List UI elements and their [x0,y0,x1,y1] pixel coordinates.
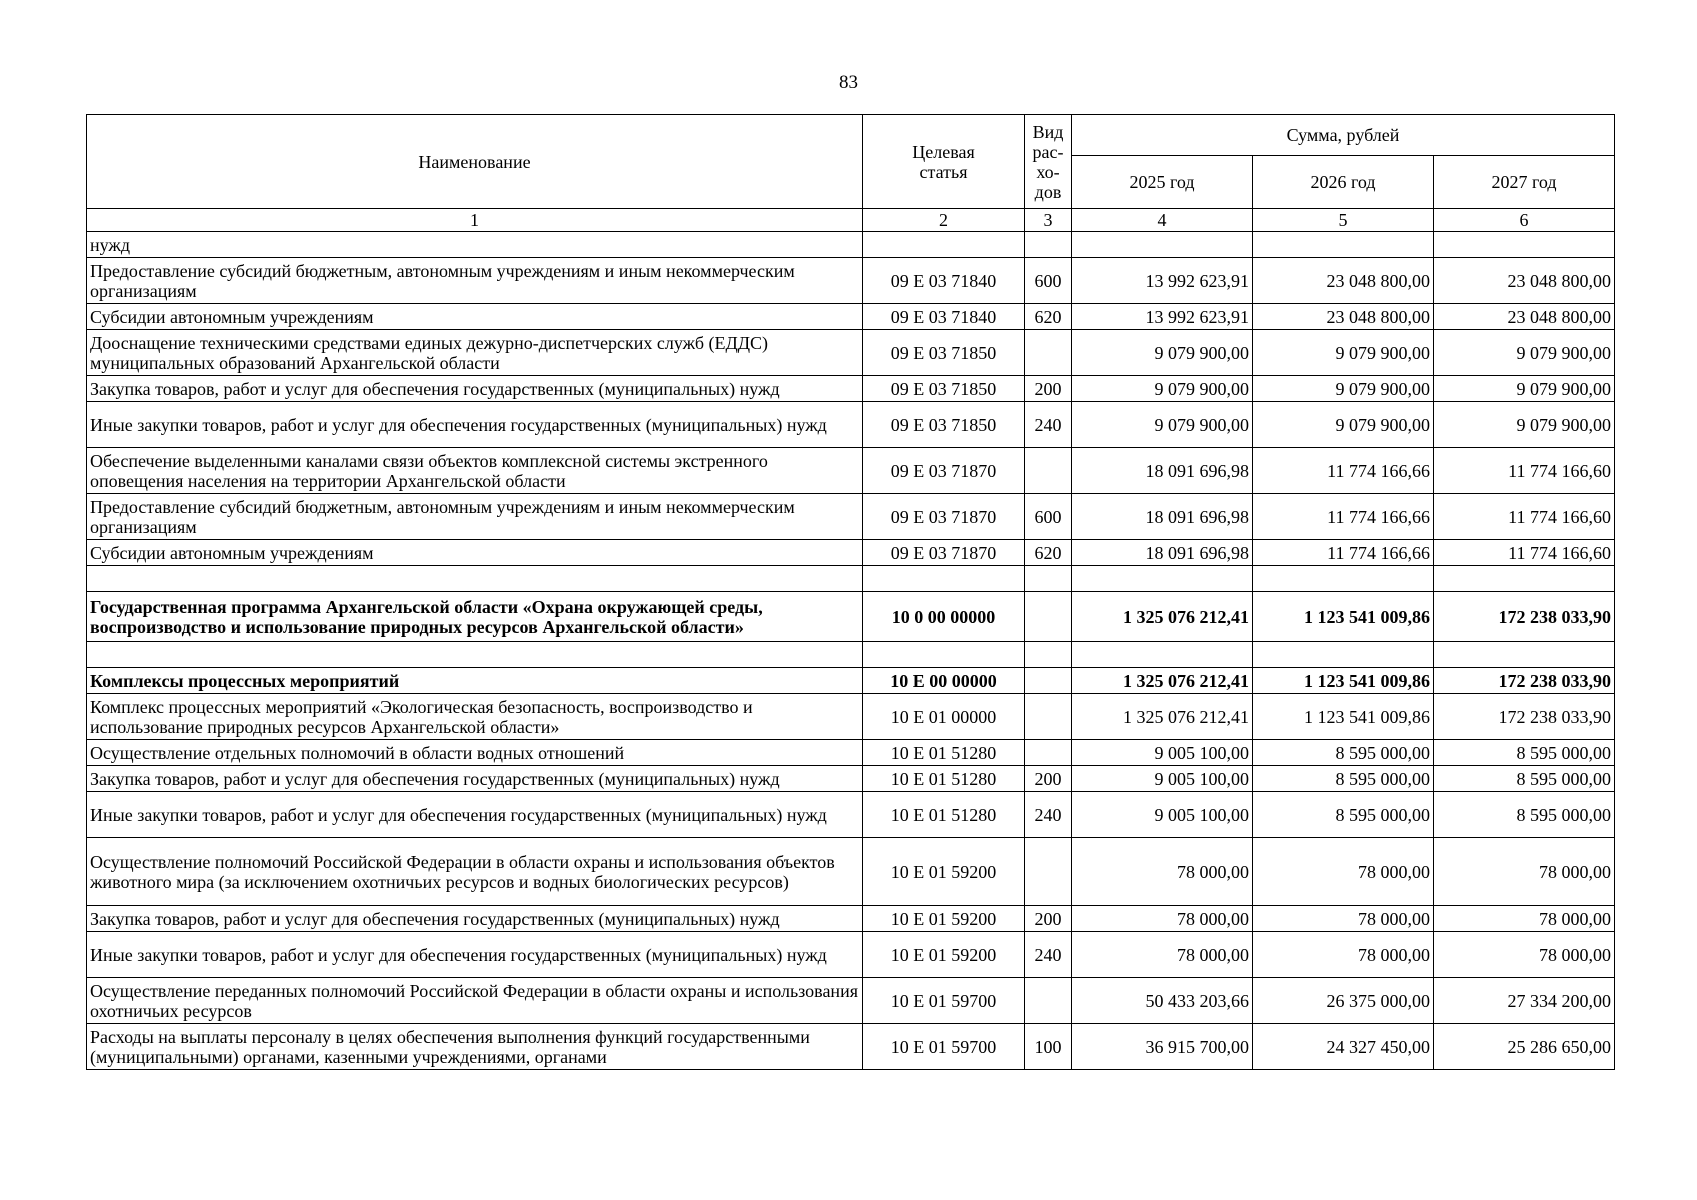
row-expense-kind [1025,232,1072,258]
table-row [87,1024,1615,1070]
row-sum-2026: 8 595 000,00 [1253,740,1434,766]
row-name [87,642,863,668]
row-target-article: 10 E 01 51280 [863,766,1025,792]
row-name: Субсидии автономным учреждениям [87,304,863,330]
row-name: Предоставление субсидий бюджетным, автономным учреждениям и иным некоммерческим организациям [87,258,863,304]
row-sum-2027: 9 079 900,00 [1434,330,1615,376]
row-name [87,566,863,592]
table-row [87,642,1615,668]
row-sum-2027: 78 000,00 [1434,932,1615,978]
table-row [87,566,1615,592]
table-row [87,232,1615,258]
row-expense-kind [1025,566,1072,592]
row-name: Предоставление субсидий бюджетным, автономным учреждениям и иным некоммерческим организациям [87,494,863,540]
row-sum-2026: 23 048 800,00 [1253,304,1434,330]
row-expense-kind [1025,330,1072,376]
row-target-article: 10 E 01 59200 [863,906,1025,932]
header-kind-line2: рас- [1032,141,1064,162]
header-expense-kind [1025,115,1072,209]
row-expense-kind [1025,448,1072,494]
row-sum-2027: 23 048 800,00 [1434,258,1615,304]
column-number-row [87,209,1615,232]
row-sum-2026: 9 079 900,00 [1253,330,1434,376]
row-name: Дооснащение техническими средствами единых дежурно-диспетчерских служб (ЕДДС) муниципальных образований Архангельской области [87,330,863,376]
row-sum-2025: 1 325 076 212,41 [1072,592,1253,642]
table-row [87,906,1615,932]
row-sum-2026: 23 048 800,00 [1253,258,1434,304]
table-row [87,330,1615,376]
row-expense-kind [1025,668,1072,694]
row-name: Субсидии автономным учреждениям [87,540,863,566]
row-sum-2026 [1253,642,1434,668]
row-sum-2027: 11 774 166,60 [1434,540,1615,566]
row-sum-2026: 8 595 000,00 [1253,792,1434,838]
page-number: 83 [839,72,858,93]
header-target-article [863,115,1025,209]
row-name: Иные закупки товаров, работ и услуг для обеспечения государственных (муниципальных) нужд [87,402,863,448]
row-target-article: 09 E 03 71850 [863,330,1025,376]
row-target-article [863,566,1025,592]
row-expense-kind: 200 [1025,906,1072,932]
column-number: 3 [1025,209,1072,232]
header-code-line1: Целевая [912,141,975,162]
table-row [87,932,1615,978]
table-row [87,592,1615,642]
row-sum-2025: 13 992 623,91 [1072,304,1253,330]
table-row [87,376,1615,402]
row-sum-2025: 78 000,00 [1072,838,1253,906]
row-name: Осуществление полномочий Российской Федерации в области охраны и использования объектов животного мира (за исключением охотничьих ресурсов и водных биологических ресурсов) [87,838,863,906]
table-row [87,402,1615,448]
table-body [87,232,1615,1070]
row-target-article [863,642,1025,668]
row-target-article: 09 E 03 71870 [863,494,1025,540]
row-target-article: 10 E 01 59200 [863,838,1025,906]
row-sum-2025 [1072,566,1253,592]
row-target-article: 09 E 03 71840 [863,304,1025,330]
row-sum-2025: 18 091 696,98 [1072,494,1253,540]
row-name: Закупка товаров, работ и услуг для обеспечения государственных (муниципальных) нужд [87,376,863,402]
row-expense-kind [1025,740,1072,766]
column-number: 2 [863,209,1025,232]
row-sum-2027: 9 079 900,00 [1434,402,1615,448]
table-row [87,694,1615,740]
table-row [87,540,1615,566]
column-number: 6 [1434,209,1615,232]
row-expense-kind: 620 [1025,304,1072,330]
row-sum-2025: 50 433 203,66 [1072,978,1253,1024]
row-target-article: 10 0 00 00000 [863,592,1025,642]
row-sum-2025 [1072,232,1253,258]
row-name: Закупка товаров, работ и услуг для обеспечения государственных (муниципальных) нужд [87,766,863,792]
row-sum-2026: 26 375 000,00 [1253,978,1434,1024]
row-expense-kind [1025,978,1072,1024]
header-name: Наименование [87,115,863,209]
row-sum-2025: 1 325 076 212,41 [1072,694,1253,740]
row-name: нужд [87,232,863,258]
row-target-article: 10 E 01 59200 [863,932,1025,978]
row-target-article: 10 E 01 51280 [863,792,1025,838]
row-sum-2027: 8 595 000,00 [1434,766,1615,792]
header-kind-line4: дов [1034,181,1062,202]
table-row [87,494,1615,540]
row-target-article: 10 E 01 00000 [863,694,1025,740]
row-sum-2026: 24 327 450,00 [1253,1024,1434,1070]
row-sum-2027: 8 595 000,00 [1434,740,1615,766]
row-expense-kind [1025,838,1072,906]
row-name: Расходы на выплаты персоналу в целях обеспечения выполнения функций государственными (муниципальными) органами, казенными учреждениями, органами [87,1024,863,1070]
row-sum-2027: 25 286 650,00 [1434,1024,1615,1070]
row-target-article: 09 E 03 71870 [863,540,1025,566]
header-code-line2: статья [919,161,968,182]
row-sum-2026 [1253,232,1434,258]
row-name: Закупка товаров, работ и услуг для обеспечения государственных (муниципальных) нужд [87,906,863,932]
row-target-article: 09 E 03 71840 [863,258,1025,304]
table-row [87,792,1615,838]
row-target-article: 10 E 01 59700 [863,1024,1025,1070]
table-row [87,668,1615,694]
row-name: Иные закупки товаров, работ и услуг для обеспечения государственных (муниципальных) нужд [87,792,863,838]
row-sum-2027 [1434,566,1615,592]
row-sum-2026: 11 774 166,66 [1253,448,1434,494]
row-sum-2027: 27 334 200,00 [1434,978,1615,1024]
table-row [87,978,1615,1024]
row-sum-2026: 11 774 166,66 [1253,540,1434,566]
row-sum-2025: 78 000,00 [1072,906,1253,932]
table-row [87,740,1615,766]
row-sum-2027 [1434,232,1615,258]
table-row [87,838,1615,906]
row-sum-2025: 9 005 100,00 [1072,792,1253,838]
table-row [87,448,1615,494]
row-sum-2026 [1253,566,1434,592]
row-sum-2026: 78 000,00 [1253,838,1434,906]
row-sum-2027: 172 238 033,90 [1434,694,1615,740]
row-name: Государственная программа Архангельской области «Охрана окружающей среды, воспроизводство и использование природных ресурсов Архангельской области» [87,592,863,642]
table-row [87,766,1615,792]
row-sum-2027: 8 595 000,00 [1434,792,1615,838]
row-expense-kind [1025,642,1072,668]
row-sum-2027: 172 238 033,90 [1434,592,1615,642]
row-sum-2026: 78 000,00 [1253,932,1434,978]
row-sum-2027: 23 048 800,00 [1434,304,1615,330]
row-expense-kind [1025,592,1072,642]
row-target-article: 10 E 00 00000 [863,668,1025,694]
row-sum-2025: 18 091 696,98 [1072,540,1253,566]
row-sum-2027: 78 000,00 [1434,906,1615,932]
column-number: 4 [1072,209,1253,232]
row-name: Осуществление переданных полномочий Российской Федерации в области охраны и использования охотничьих ресурсов [87,978,863,1024]
row-target-article: 09 E 03 71850 [863,402,1025,448]
header-kind-line3: хо- [1036,161,1060,182]
header-year-2027: 2027 год [1434,156,1615,209]
row-sum-2026: 8 595 000,00 [1253,766,1434,792]
row-sum-2025: 9 079 900,00 [1072,376,1253,402]
header-year-2025: 2025 год [1072,156,1253,209]
row-sum-2026: 1 123 541 009,86 [1253,694,1434,740]
row-sum-2025 [1072,642,1253,668]
row-name: Обеспечение выделенными каналами связи объектов комплексной системы экстренного оповещения населения на территории Архангельской области [87,448,863,494]
row-expense-kind: 200 [1025,766,1072,792]
row-sum-2026: 1 123 541 009,86 [1253,668,1434,694]
row-sum-2027: 172 238 033,90 [1434,668,1615,694]
row-sum-2027: 11 774 166,60 [1434,494,1615,540]
row-sum-2025: 36 915 700,00 [1072,1024,1253,1070]
row-name: Комплекс процессных мероприятий «Экологическая безопасность, воспроизводство и использование природных ресурсов Архангельской области» [87,694,863,740]
row-expense-kind: 240 [1025,402,1072,448]
row-sum-2025: 78 000,00 [1072,932,1253,978]
row-target-article: 09 E 03 71850 [863,376,1025,402]
row-expense-kind: 240 [1025,932,1072,978]
row-sum-2026: 11 774 166,66 [1253,494,1434,540]
row-sum-2025: 13 992 623,91 [1072,258,1253,304]
row-expense-kind: 100 [1025,1024,1072,1070]
row-sum-2027: 78 000,00 [1434,838,1615,906]
row-name: Иные закупки товаров, работ и услуг для обеспечения государственных (муниципальных) нужд [87,932,863,978]
table-row [87,258,1615,304]
row-sum-2027: 9 079 900,00 [1434,376,1615,402]
row-sum-2027 [1434,642,1615,668]
row-sum-2025: 1 325 076 212,41 [1072,668,1253,694]
row-expense-kind: 620 [1025,540,1072,566]
row-sum-2026: 1 123 541 009,86 [1253,592,1434,642]
row-target-article [863,232,1025,258]
row-expense-kind: 600 [1025,494,1072,540]
row-target-article: 09 E 03 71870 [863,448,1025,494]
row-sum-2025: 9 079 900,00 [1072,330,1253,376]
header-year-2026: 2026 год [1253,156,1434,209]
row-expense-kind: 200 [1025,376,1072,402]
row-sum-2026: 9 079 900,00 [1253,376,1434,402]
row-target-article: 10 E 01 59700 [863,978,1025,1024]
budget-table [86,114,1615,1070]
row-expense-kind: 600 [1025,258,1072,304]
header-sum: Сумма, рублей [1072,115,1615,156]
row-sum-2025: 9 005 100,00 [1072,766,1253,792]
row-sum-2027: 11 774 166,60 [1434,448,1615,494]
row-sum-2025: 18 091 696,98 [1072,448,1253,494]
column-number: 5 [1253,209,1434,232]
header-kind-line1: Вид [1032,121,1064,142]
row-target-article: 10 E 01 51280 [863,740,1025,766]
table-row [87,304,1615,330]
row-expense-kind [1025,694,1072,740]
row-sum-2025: 9 079 900,00 [1072,402,1253,448]
row-name: Комплексы процессных мероприятий [87,668,863,694]
row-sum-2026: 78 000,00 [1253,906,1434,932]
row-expense-kind: 240 [1025,792,1072,838]
column-number: 1 [87,209,863,232]
row-name: Осуществление отдельных полномочий в области водных отношений [87,740,863,766]
row-sum-2025: 9 005 100,00 [1072,740,1253,766]
row-sum-2026: 9 079 900,00 [1253,402,1434,448]
